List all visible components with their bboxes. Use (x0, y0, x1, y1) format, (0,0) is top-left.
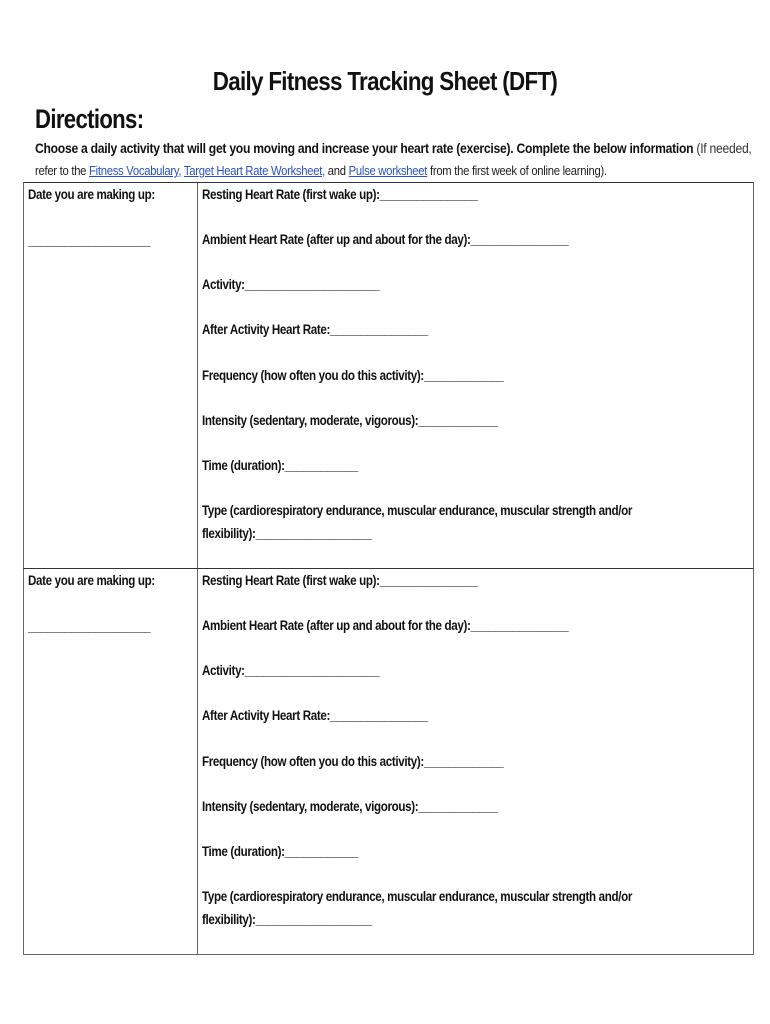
flexibility-field[interactable]: flexibility):___________________ (202, 912, 372, 927)
activity-field[interactable]: Activity:______________________ (202, 277, 380, 292)
type-field: Type (cardiorespiratory endurance, muscular endurance, muscular strength and/or (202, 889, 633, 904)
tracking-entry-2 (23, 568, 754, 955)
time-field[interactable]: Time (duration):____________ (202, 844, 359, 859)
directions-heading: Directions: (35, 104, 144, 134)
type-field: Type (cardiorespiratory endurance, muscular endurance, muscular strength and/or (202, 503, 633, 518)
after-activity-heart-rate-field[interactable]: After Activity Heart Rate:________________ (202, 708, 428, 723)
frequency-field[interactable]: Frequency (how often you do this activity):_____________ (202, 368, 504, 383)
after-activity-heart-rate-field[interactable]: After Activity Heart Rate:________________ (202, 322, 428, 337)
directions-references (35, 164, 607, 178)
references-suffix: from the first week of online learning). (427, 164, 607, 178)
resting-heart-rate-field[interactable]: Resting Heart Rate (first wake up):________________ (202, 187, 478, 202)
intensity-field[interactable]: Intensity (sedentary, moderate, vigorous):_____________ (202, 799, 498, 814)
target-heart-rate-worksheet-link[interactable]: Target Heart Rate Worksheet, (183, 164, 325, 178)
date-blank[interactable]: ____________________ (28, 619, 151, 634)
fitness-vocabulary-link[interactable]: Fitness Vocabulary, (89, 164, 182, 178)
tracking-entry-1 (23, 182, 754, 569)
references-and: and (324, 164, 349, 178)
ambient-heart-rate-field[interactable]: Ambient Heart Rate (after up and about for the day):________________ (202, 232, 569, 247)
date-label: Date you are making up: (28, 573, 155, 588)
column-divider (197, 569, 198, 954)
date-blank[interactable]: ____________________ (28, 233, 151, 248)
references-prefix: refer to the (35, 164, 90, 178)
activity-field[interactable]: Activity:______________________ (202, 663, 380, 678)
directions-instructions (35, 141, 752, 156)
time-field[interactable]: Time (duration):____________ (202, 458, 359, 473)
flexibility-field[interactable]: flexibility):___________________ (202, 526, 372, 541)
page-title: Daily Fitness Tracking Sheet (DFT) (212, 66, 558, 96)
directions-instruction-text: Choose a daily activity that will get you moving and increase your heart rate (exercise). Complete the below information (35, 141, 694, 156)
date-label: Date you are making up: (28, 187, 155, 202)
resting-heart-rate-field[interactable]: Resting Heart Rate (first wake up):________________ (202, 573, 478, 588)
column-divider (197, 183, 198, 568)
frequency-field[interactable]: Frequency (how often you do this activity):_____________ (202, 754, 504, 769)
pulse-worksheet-link[interactable]: Pulse worksheet (348, 164, 428, 178)
intensity-field[interactable]: Intensity (sedentary, moderate, vigorous):_____________ (202, 413, 498, 428)
directions-note: (If needed, (693, 141, 752, 156)
ambient-heart-rate-field[interactable]: Ambient Heart Rate (after up and about for the day):________________ (202, 618, 569, 633)
